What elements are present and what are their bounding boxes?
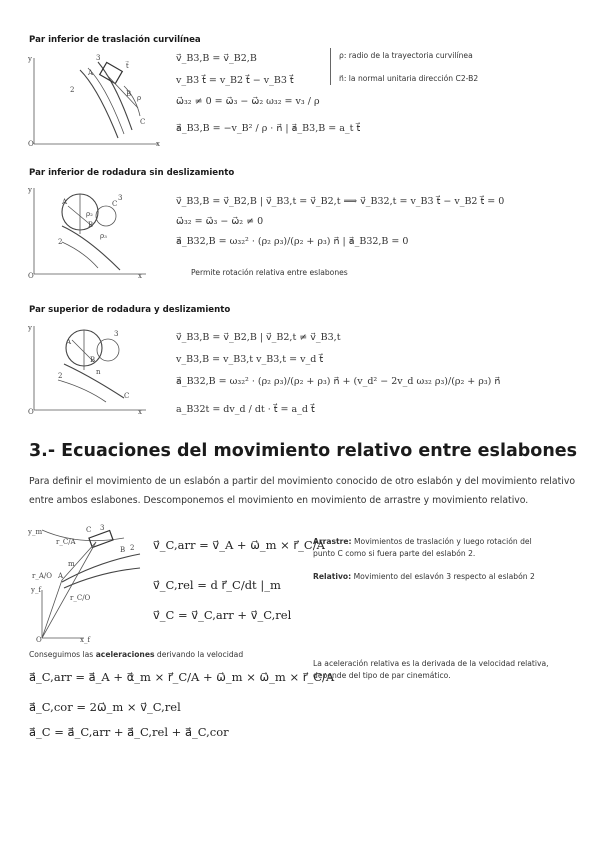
- svg-text:y_f: y_f: [31, 586, 42, 594]
- section-title-rodadura: Par inferior de rodadura sin deslizamiento: [29, 168, 235, 178]
- eq-velocidad-b: v⃗_B3,B = v⃗_B2,B: [176, 53, 257, 64]
- diagram-traslacion: [28, 48, 168, 153]
- svg-text:O: O: [36, 636, 42, 644]
- eq-aceleracion-coriolis: a⃗_C,cor = 2ω⃗_m × v⃗_C,rel: [29, 700, 181, 714]
- svg-text:ρ₃: ρ₃: [100, 232, 107, 240]
- eq-superior-acc-normal: a⃗_B32,B = ω₃₂² · (ρ₂ ρ₃)/(ρ₂ + ρ₃) n⃗ + (v_d² − 2v_d ω₃₂ ρ₃)/(ρ₂ + ρ₃) n⃗: [176, 376, 501, 387]
- svg-text:n: n: [96, 368, 101, 376]
- svg-text:C: C: [140, 118, 146, 126]
- eq-velocidad-relativa: v⃗_C,rel = d r⃗_C/dt |_m: [153, 578, 281, 592]
- svg-text:y: y: [28, 324, 32, 332]
- eq-velocidad-tangente: v_B3 t⃗ = v_B2 t⃗ − v_B3 t⃗: [176, 75, 294, 86]
- svg-text:y: y: [28, 186, 32, 194]
- svg-text:y_m: y_m: [28, 528, 43, 536]
- svg-text:B: B: [88, 221, 94, 229]
- eq-superior-acc-tangente: a_B32t = dv_d / dt · t⃗ = a_d t⃗: [176, 404, 315, 415]
- acc-intro-post: derivando la velocidad: [154, 650, 244, 659]
- diagram-superior: [28, 318, 168, 418]
- svg-text:A: A: [88, 69, 94, 77]
- eq-omega-relativa: ω⃗₃₂ ≠ 0 = ω⃗₃ − ω⃗₂ ω₃₂ = v₃ / ρ: [176, 96, 320, 107]
- svg-text:O: O: [28, 140, 34, 148]
- svg-text:t⃗: t⃗: [126, 62, 129, 70]
- acc-intro: [29, 649, 243, 661]
- svg-text:ρ₂: ρ₂: [86, 210, 93, 218]
- relativo-text: Movimiento del eslavón 3 respecto al eslabón 2: [353, 572, 535, 581]
- acc-intro-pre: Conseguimos las: [29, 650, 96, 659]
- note-divider: [330, 48, 331, 85]
- svg-text:x_f: x_f: [80, 636, 91, 644]
- eq-superior-vd: v_B3,B = v_B3,t v_B3,t = v_d t⃗: [176, 354, 324, 365]
- svg-text:3: 3: [96, 54, 101, 62]
- section-title-traslacion: Par inferior de traslación curvilínea: [29, 35, 201, 45]
- diagram-rodadura: [28, 182, 168, 282]
- svg-text:C: C: [112, 200, 118, 208]
- note-aceleracion-relativa: La aceleración relativa es la derivada de la velocidad relativa, depende del tipo de par cinemático.: [313, 659, 549, 680]
- svg-text:B: B: [120, 546, 126, 554]
- eq-aceleracion-total: a⃗_C = a⃗_C,arr + a⃗_C,rel + a⃗_C,cor: [29, 725, 229, 739]
- arrastre-label: Arrastre:: [313, 537, 352, 546]
- svg-text:r_C/A: r_C/A: [56, 538, 76, 546]
- svg-text:r_A/O: r_A/O: [32, 572, 52, 580]
- section-heading: 3.- Ecuaciones del movimiento relativo entre eslabones: [29, 441, 578, 461]
- svg-text:3: 3: [114, 330, 119, 338]
- eq-velocidad-arrastre: v⃗_C,arr = v⃗_A + ω⃗_m × r⃗_C/A: [153, 538, 325, 552]
- note-normal: n⃗: la normal unitaria dirección C2-B2: [339, 74, 479, 83]
- svg-text:2: 2: [130, 544, 135, 552]
- eq-rodadura-velocidad: v⃗_B3,B = v⃗_B2,B | v⃗_B3,t = v⃗_B2,t ⟹ v⃗_B32,t = v_B3 t⃗ − v_B2 t⃗ = 0: [176, 196, 505, 207]
- intro-paragraph: Para definir el movimiento de un eslabón a partir del movimiento conocido de otro eslabón y del movimiento relativo entre ambos eslabones. Descomponemos el movimiento en movimiento de arrastre y movimiento relativo.: [29, 476, 576, 506]
- svg-text:A: A: [66, 338, 72, 346]
- svg-text:x: x: [138, 408, 142, 416]
- svg-text:3: 3: [118, 194, 123, 202]
- svg-text:O: O: [28, 408, 34, 416]
- arrastre-text: Movimientos de traslación y luego rotación del punto C como si fuera parte del eslabón 2.: [313, 537, 532, 558]
- eq-aceleracion: a⃗_B3,B = −v_B² / ρ · n⃗ | a⃗_B3,B = a_t t⃗: [176, 123, 361, 134]
- svg-text:m: m: [68, 560, 75, 568]
- note-relativo: [313, 571, 553, 583]
- eq-velocidad-total: v⃗_C = v⃗_C,arr + v⃗_C,rel: [153, 608, 292, 622]
- svg-text:2: 2: [70, 86, 75, 94]
- svg-text:O: O: [28, 272, 34, 280]
- section-title-superior: Par superior de rodadura y deslizamiento: [29, 305, 231, 315]
- relativo-label: Relativo:: [313, 572, 352, 581]
- diagram-movimiento-relativo: [28, 520, 153, 645]
- svg-text:r_C/O: r_C/O: [70, 594, 91, 602]
- svg-text:A: A: [58, 572, 64, 580]
- svg-text:C: C: [86, 526, 92, 534]
- svg-text:x: x: [156, 140, 160, 148]
- svg-text:3: 3: [100, 524, 105, 532]
- eq-rodadura-aceleracion: a⃗_B32,B = ω₃₂² · (ρ₂ ρ₃)/(ρ₂ + ρ₃) n⃗ | a⃗_B32,B = 0: [176, 236, 409, 247]
- svg-text:y: y: [28, 55, 32, 63]
- svg-text:A: A: [62, 198, 68, 206]
- svg-text:B: B: [90, 356, 96, 364]
- svg-text:x: x: [138, 272, 142, 280]
- acc-intro-bold: aceleraciones: [95, 650, 155, 659]
- svg-text:2: 2: [58, 238, 63, 246]
- svg-text:2: 2: [58, 372, 63, 380]
- svg-text:B: B: [126, 90, 132, 98]
- note-rodadura: Permite rotación relativa entre eslabones: [191, 268, 348, 277]
- note-radio: ρ: radio de la trayectoria curvilínea: [339, 51, 473, 60]
- svg-text:C: C: [124, 392, 130, 400]
- note-arrastre: [313, 536, 553, 560]
- eq-superior-velocidad: v⃗_B3,B = v⃗_B2,B | v⃗_B2,t ≠ v⃗_B3,t: [176, 332, 341, 343]
- eq-rodadura-omega: ω⃗₃₂ = ω⃗₃ − ω⃗₂ ≠ 0: [176, 216, 264, 227]
- svg-text:ρ: ρ: [137, 94, 142, 102]
- eq-aceleracion-arrastre: a⃗_C,arr = a⃗_A + α⃗_m × r⃗_C/A + ω⃗_m × ω⃗_m × r⃗_C/A: [29, 670, 335, 684]
